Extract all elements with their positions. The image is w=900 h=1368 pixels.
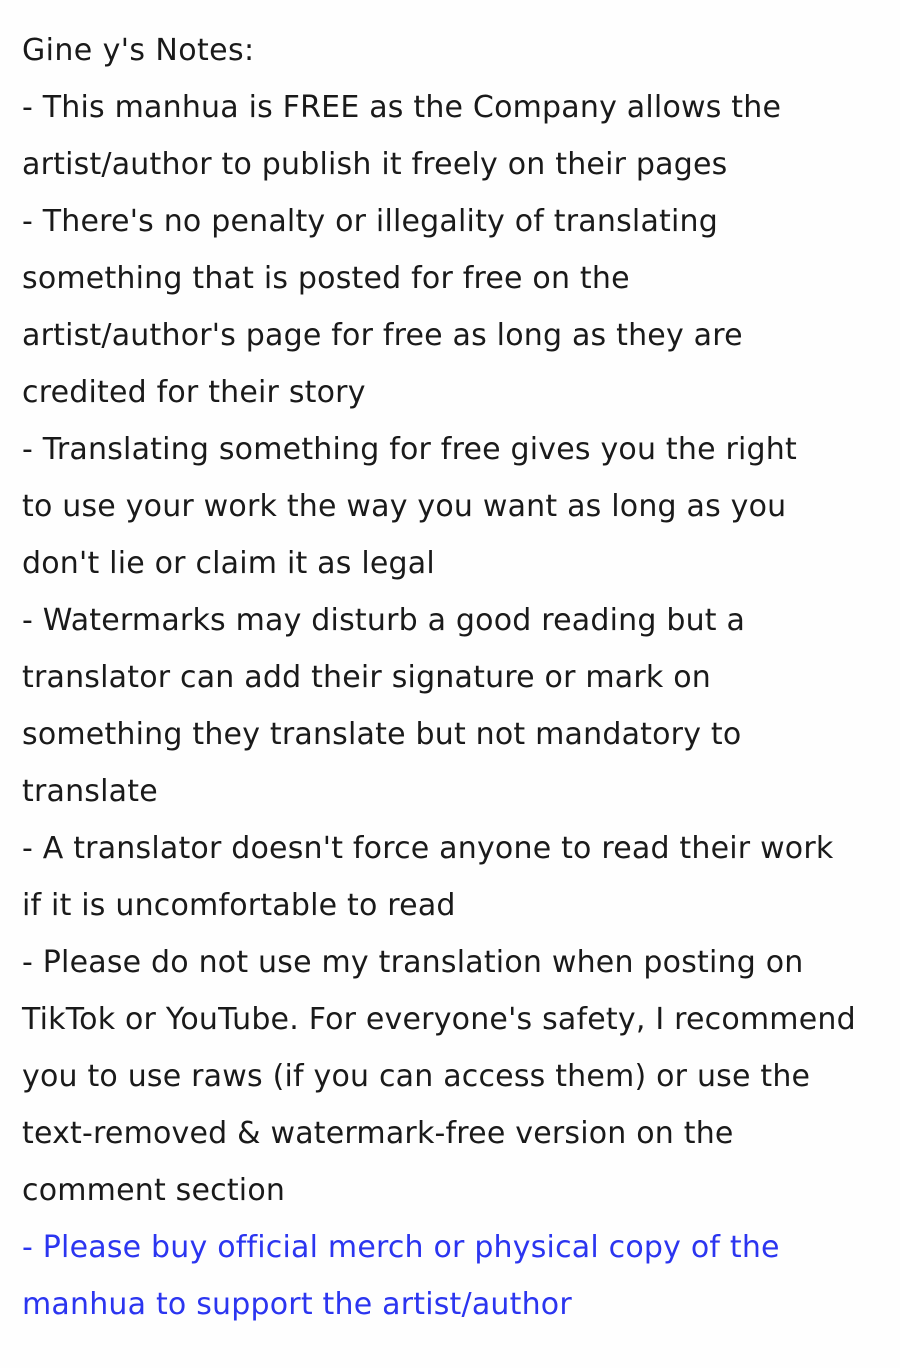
note-line: translator can add their signature or mark on — [22, 660, 711, 695]
note-line: something that is posted for free on the — [22, 261, 630, 296]
note-line: if it is uncomfortable to read — [22, 888, 456, 923]
note-line: - A translator doesn't force anyone to read their work — [22, 831, 834, 866]
note-line: don't lie or claim it as legal — [22, 546, 435, 581]
note-line: artist/author to publish it freely on their pages — [22, 147, 728, 182]
note-line: - Translating something for free gives you the right — [22, 432, 797, 467]
note-line: something they translate but not mandatory to — [22, 717, 742, 752]
note-line: text-removed & watermark-free version on the — [22, 1116, 734, 1151]
note-line: you to use raws (if you can access them) or use the — [22, 1059, 811, 1094]
note-line: - There's no penalty or illegality of translating — [22, 204, 718, 239]
note-line: to use your work the way you want as long as you — [22, 489, 787, 524]
note-line: TikTok or YouTube. For everyone's safety, I recommend — [22, 1002, 856, 1037]
note-line: artist/author's page for free as long as they are — [22, 318, 743, 353]
note-line: - Watermarks may disturb a good reading but a — [22, 603, 746, 638]
note-line-highlight: manhua to support the artist/author — [22, 1287, 572, 1322]
note-body — [22, 79, 876, 1333]
note-line: comment section — [22, 1173, 286, 1208]
note-line: - This manhua is FREE as the Company allows the — [22, 90, 782, 125]
note-line-highlight: - Please buy official merch or physical copy of the — [22, 1230, 780, 1265]
note-line: translate — [22, 774, 158, 809]
page-title: Gine y's Notes: — [22, 33, 255, 68]
note-line: - Please do not use my translation when posting on — [22, 945, 804, 980]
note-line: credited for their story — [22, 375, 366, 410]
